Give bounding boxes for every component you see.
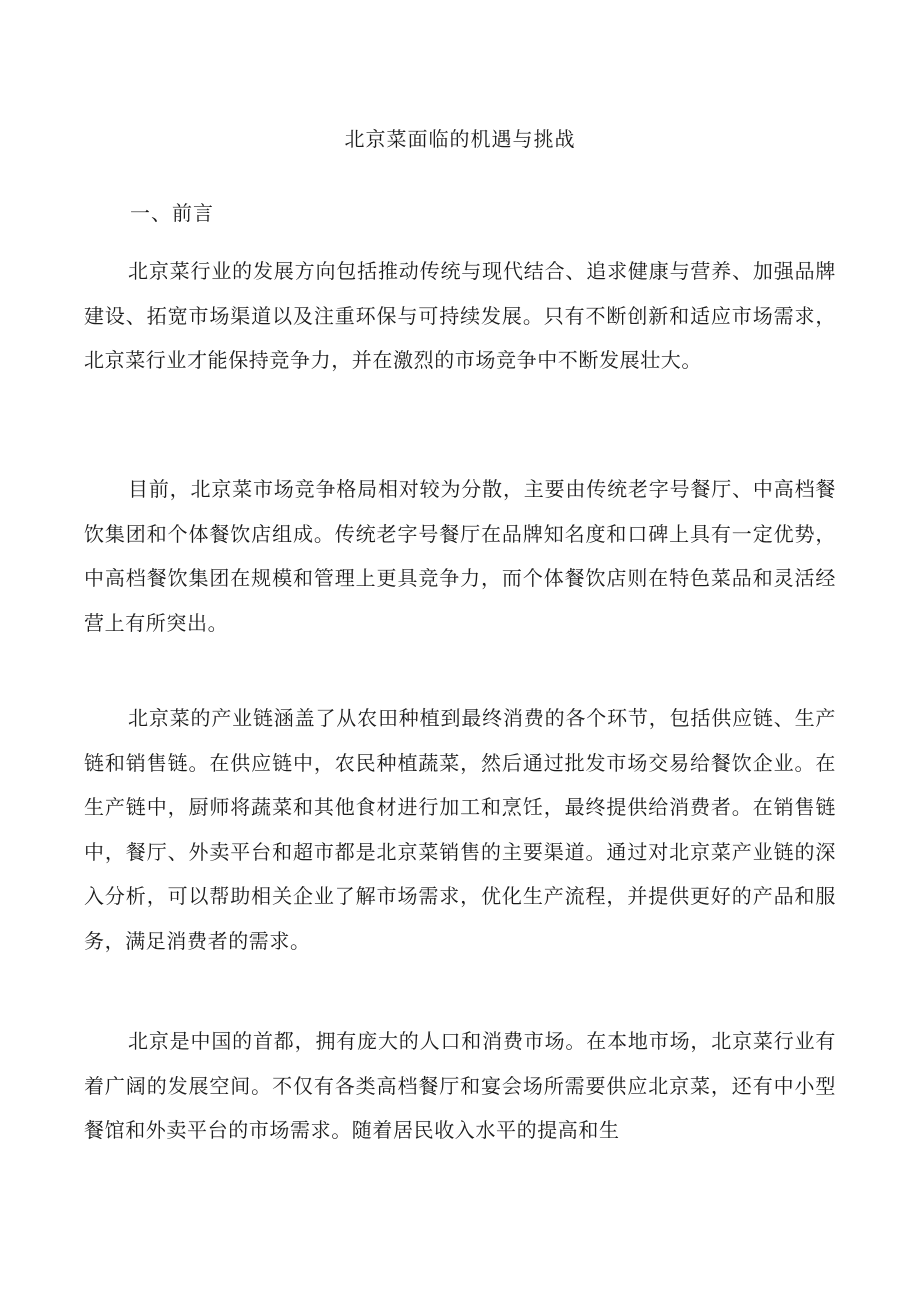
paragraph: 北京菜的产业链涵盖了从农田种植到最终消费的各个环节，包括供应链、生产链和销售链。在供应链中，农民种植蔬菜，然后通过批发市场交易给餐饮企业。在生产链中，厨师将蔬菜和其他食材进行加工和烹饪，最终提供给消费者。在销售链中，餐厅、外卖平台和超市都是北京菜销售的主要渠道。通过对北京菜产业链的深入分析，可以帮助相关企业了解市场需求，优化生产流程，并提供更好的产品和服务，满足消费者的需求。 [84, 706, 836, 953]
paragraph: 北京是中国的首都，拥有庞大的人口和消费市场。在本地市场，北京菜行业有着广阔的发展空间。不仅有各类高档餐厅和宴会场所需要供应北京菜，还有中小型餐馆和外卖平台的市场需求。随着居民收入水平的提高和生 [84, 1029, 836, 1143]
paragraph: 目前，北京菜市场竞争格局相对较为分散，主要由传统老字号餐厅、中高档餐饮集团和个体餐饮店组成。传统老字号餐厅在品牌知名度和口碑上具有一定优势，中高档餐饮集团在规模和管理上更具竞争力，而个体餐饮店则在特色菜品和灵活经营上有所突出。 [84, 477, 836, 635]
paragraph: 北京菜行业的发展方向包括推动传统与现代结合、追求健康与营养、加强品牌建设、拓宽市场渠道以及注重环保与可持续发展。只有不断创新和适应市场需求，北京菜行业才能保持竞争力，并在激烈的市场竞争中不断发展壮大。 [84, 259, 836, 373]
section-heading: 一、前言 [130, 201, 214, 225]
document-title: 北京菜面临的机遇与挑战 [344, 127, 576, 151]
